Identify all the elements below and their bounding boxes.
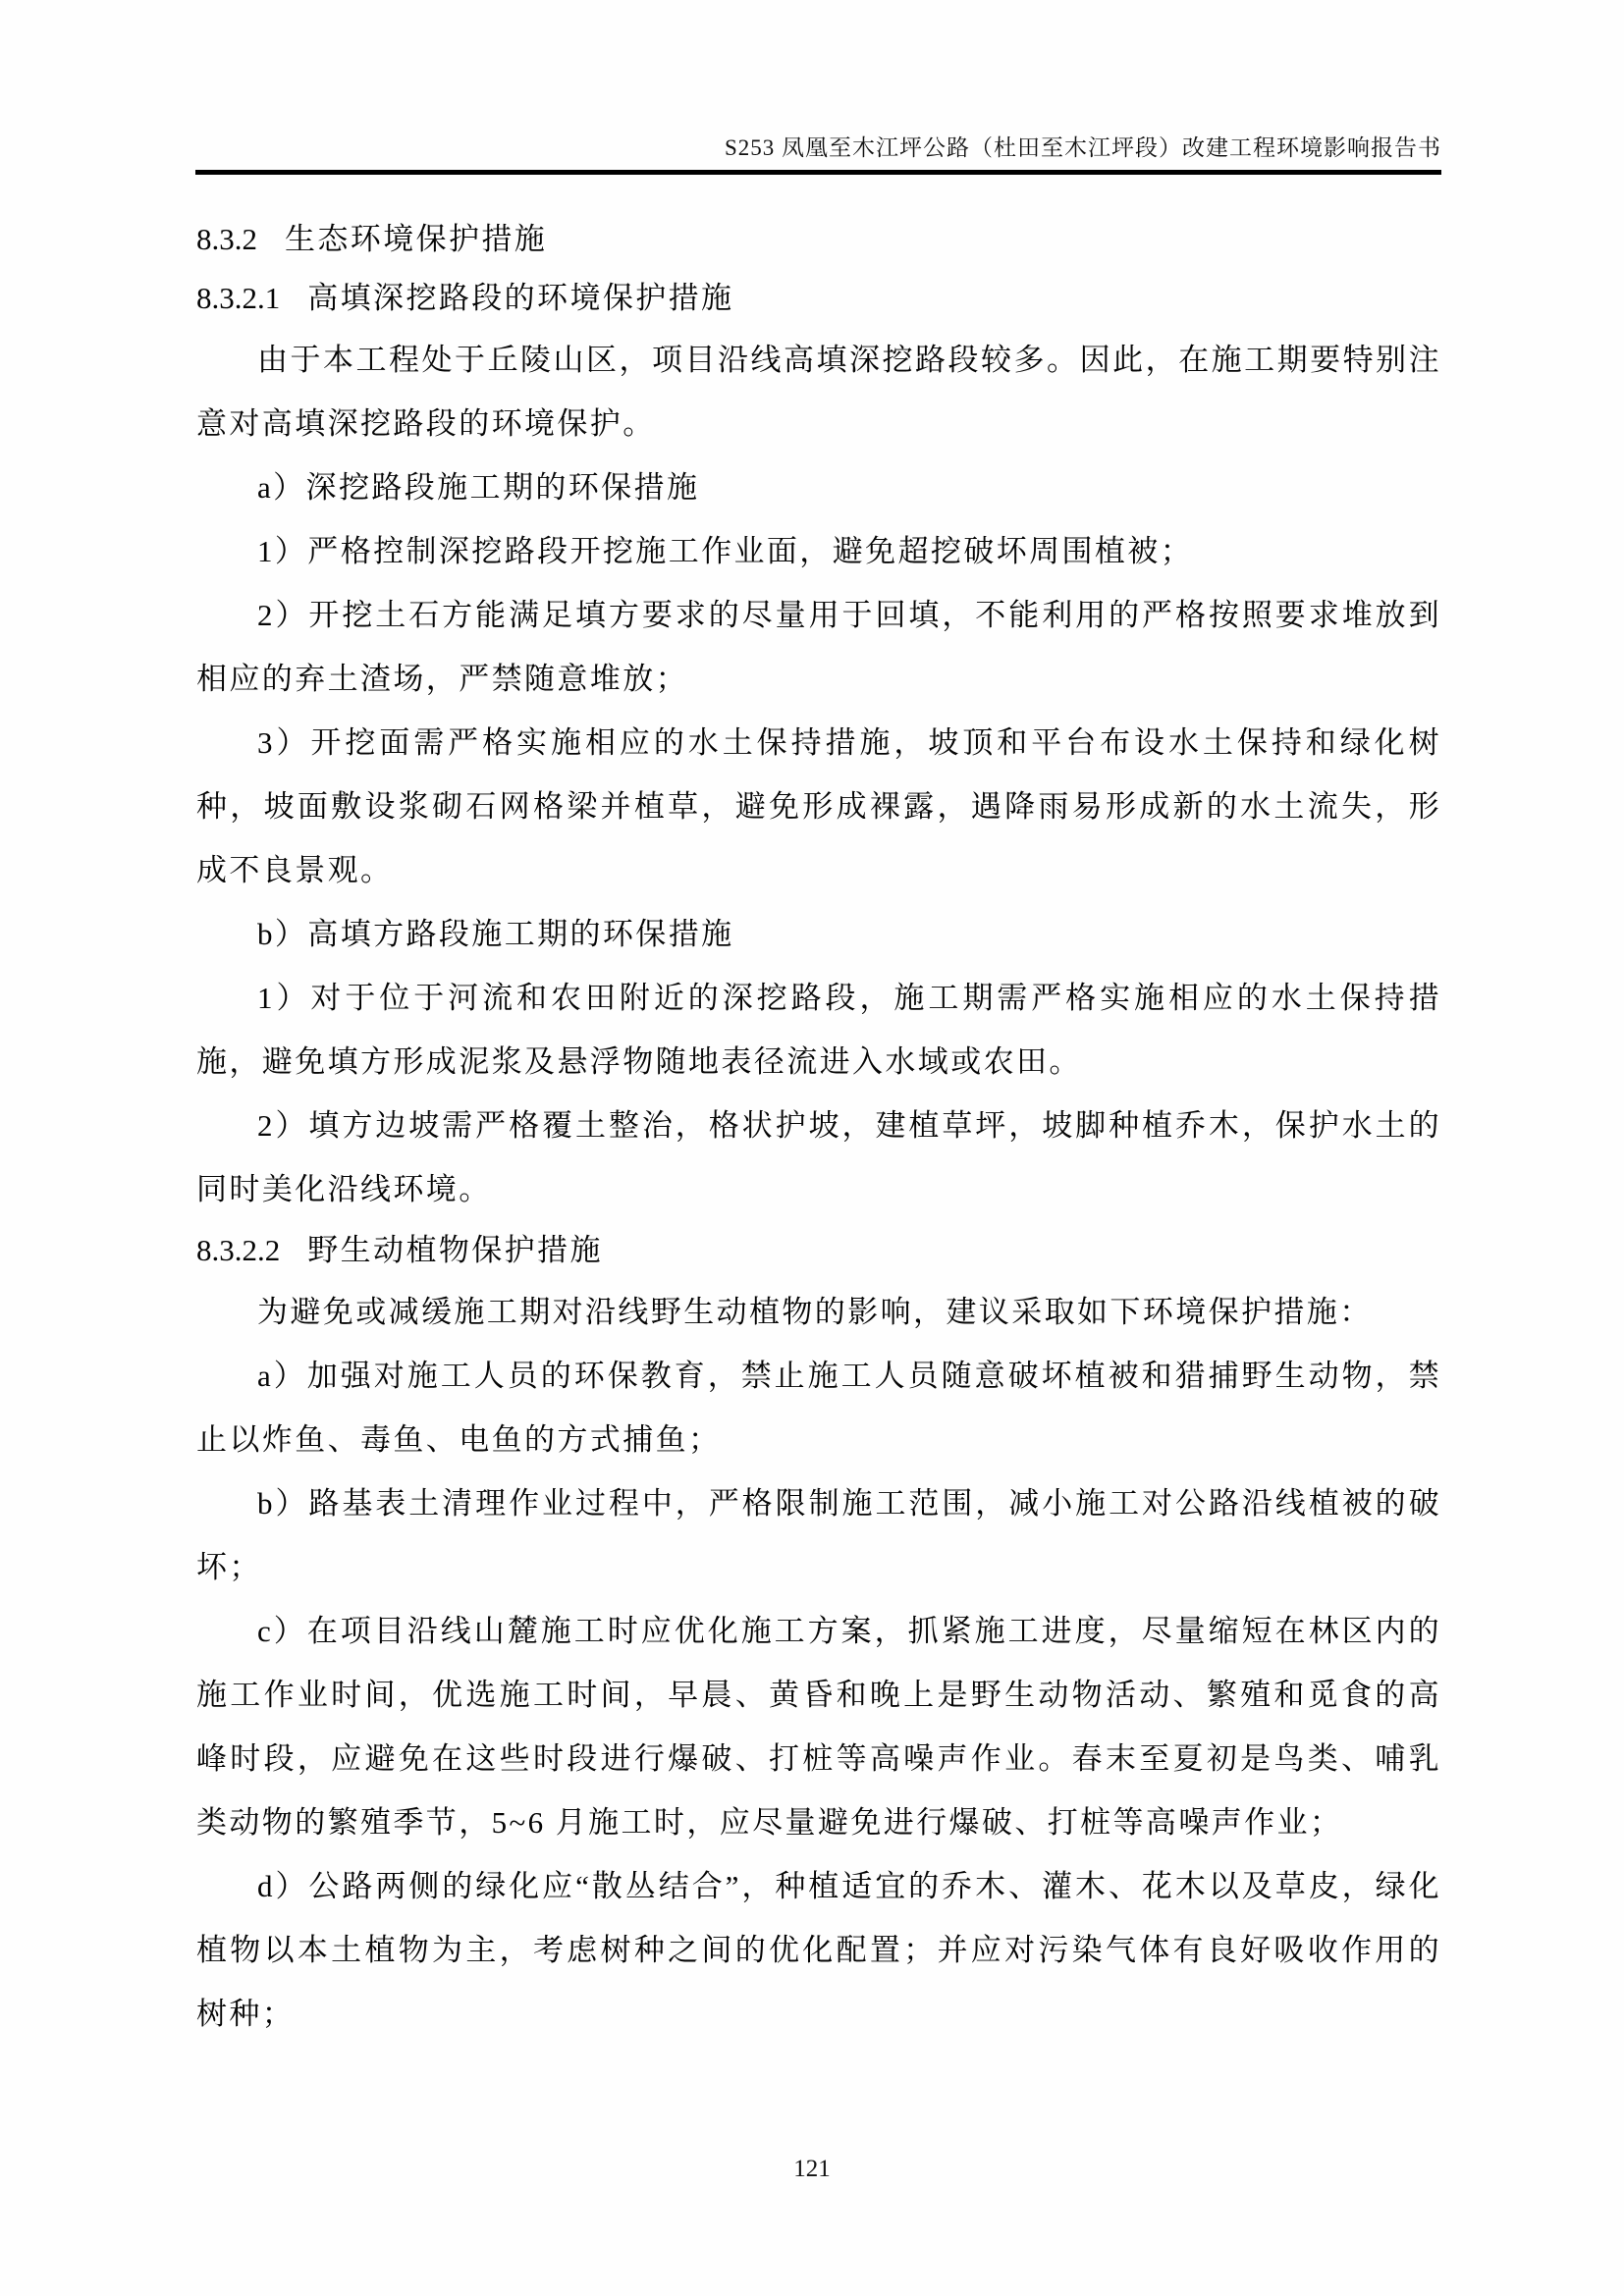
section-heading-8.3.2 xyxy=(196,210,1441,269)
body-paragraph: c）在项目沿线山麓施工时应优化施工方案，抓紧施工进度，尽量缩短在林区内的施工作业时间，优选施工时间，早晨、黄昏和晚上是野生动物活动、繁殖和觅食的高峰时段，应避免在这些时段进行爆破、打桩等高噪声作业。春末至夏初是鸟类、哺乳类动物的繁殖季节，5~6 月施工时，应尽量避免进行爆破、打桩等高噪声作业； xyxy=(196,1614,1441,1840)
body-paragraph: b）路基表土清理作业过程中，严格限制施工范围，减小施工对公路沿线植被的破坏； xyxy=(196,1486,1441,1584)
heading-number: 8.3.2.2 xyxy=(196,1233,281,1267)
body-paragraph: 1）对于位于河流和农田附近的深挖路段，施工期需严格实施相应的水土保持措施，避免填方形成泥浆及悬浮物随地表径流进入水域或农田。 xyxy=(196,981,1441,1079)
section-heading-8.3.2.1 xyxy=(196,269,1441,328)
heading-title: 生态环境保护措施 xyxy=(285,222,548,256)
body-paragraph: 为避免或减缓施工期对沿线野生动植物的影响，建议采取如下环境保护措施： xyxy=(257,1295,1373,1329)
body-paragraph: 3）开挖面需严格实施相应的水土保持措施，坡顶和平台布设水土保持和绿化树种，坡面敷设浆砌石网格梁并植草，避免形成裸露，遇降雨易形成新的水土流失，形成不良景观。 xyxy=(196,725,1441,887)
heading-title: 高填深挖路段的环境保护措施 xyxy=(307,281,734,315)
body-paragraph: 2）填方边坡需严格覆土整治，格状护坡，建植草坪，坡脚种植乔木，保护水土的同时美化沿线环境。 xyxy=(196,1108,1441,1206)
heading-number: 8.3.2.1 xyxy=(196,281,281,315)
section-heading-8.3.2.2 xyxy=(196,1221,1441,1280)
body-paragraph: 由于本工程处于丘陵山区，项目沿线高填深挖路段较多。因此，在施工期要特别注意对高填深挖路段的环境保护。 xyxy=(196,343,1441,441)
body-paragraph: 2）开挖土石方能满足填方要求的尽量用于回填，不能利用的严格按照要求堆放到相应的弃土渣场，严禁随意堆放； xyxy=(196,598,1441,696)
body-paragraph: a）深挖路段施工期的环保措施 xyxy=(257,470,700,505)
running-header-title: S253 凤凰至木江坪公路（杜田至木江坪段）改建工程环境影响报告书 xyxy=(724,135,1441,160)
body-paragraph: b）高填方路段施工期的环保措施 xyxy=(257,917,734,951)
page-number: 121 xyxy=(793,2156,831,2182)
heading-number: 8.3.2 xyxy=(196,222,257,256)
body-paragraph: a）加强对施工人员的环保教育，禁止施工人员随意破坏植被和猎捕野生动物，禁止以炸鱼、毒鱼、电鱼的方式捕鱼； xyxy=(196,1359,1441,1457)
heading-title: 野生动植物保护措施 xyxy=(307,1233,603,1267)
header-rule xyxy=(195,170,1441,175)
body-paragraph: 1）严格控制深挖路段开挖施工作业面，避免超挖破坏周围植被； xyxy=(257,534,1194,568)
document-body xyxy=(196,210,1441,2046)
body-paragraph: d）公路两侧的绿化应“散丛结合”，种植适宜的乔木、灌木、花木以及草皮，绿化植物以本土植物为主，考虑树种之间的优化配置；并应对污染气体有良好吸收作用的树种； xyxy=(196,1869,1441,2031)
